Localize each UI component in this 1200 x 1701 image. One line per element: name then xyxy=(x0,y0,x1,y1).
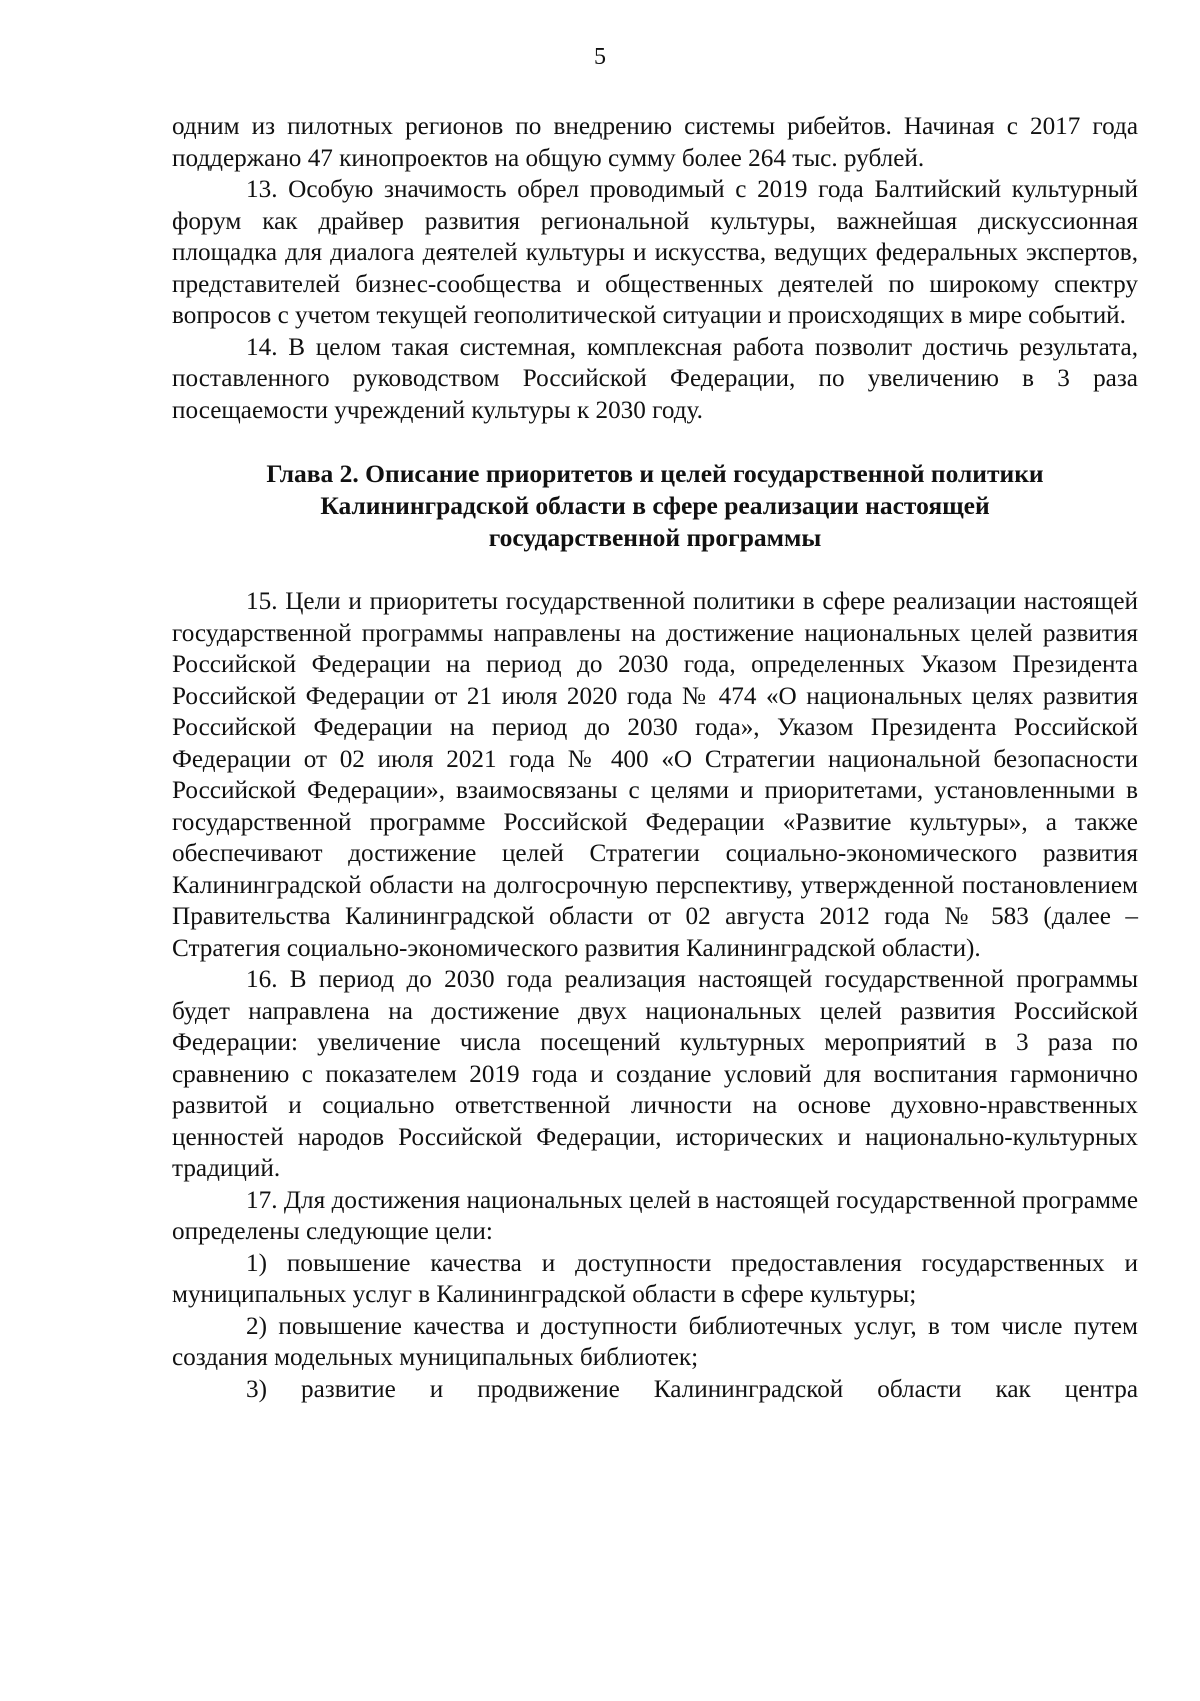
chapter-heading xyxy=(172,458,1138,554)
list-item-2: 2) повышение качества и доступности библиотечных услуг, в том числе путем создания модельных муниципальных библиотек; xyxy=(172,1312,1138,1371)
paragraph-13: 13. Особую значимость обрел проводимый с 2019 года Балтийский культурный форум как драйвер развития региональной культуры, важнейшая дискуссионная площадка для диалога деятелей культуры и искусства, ведущих федеральных экспертов, представителей бизнес-сообщества и общественных деятелей по широкому спектру вопросов с учетом текущей геополитической ситуации и происходящих в мире событий. xyxy=(172,176,1138,329)
page-number: 5 xyxy=(594,44,606,70)
document-body xyxy=(172,111,1138,1405)
chapter-heading-line-2: Калининградской области в сфере реализации настоящей xyxy=(320,491,990,520)
paragraph-15: 15. Цели и приоритеты государственной политики в сфере реализации настоящей государственной программы направлены на достижение национальных целей развития Российской Федерации на период до 2030 года, определенных Указом Президента Российской Федерации от 21 июля 2020 года № 474 «О национальных целях развития Российской Федерации на период до 2030 года», Указом Президента Российской Федерации от 02 июля 2021 года № 400 «О Стратегии национальной безопасности Российской Федерации», взаимосвязаны с целями и приоритетами, установленными в государственной программе Российской Федерации «Развитие культуры», а также обеспечивают достижение целей Стратегии социально-экономического развития Калининградской области на долгосрочную перспективу, утвержденной постановлением Правительства Калининградской области от 02 августа 2012 года № 583 (далее – Стратегия социально-экономического развития Калининградской области). xyxy=(172,588,1138,962)
paragraph-14: 14. В целом такая системная, комплексная работа позволит достичь результата, поставленного руководством Российской Федерации, по увеличению в 3 раза посещаемости учреждений культуры к 2030 году. xyxy=(172,333,1138,424)
list-item-1: 1) повышение качества и доступности предоставления государственных и муниципальных услуг в Калининградской области в сфере культуры; xyxy=(172,1249,1138,1308)
chapter-heading-line-3: государственной программы xyxy=(488,523,822,552)
paragraph-16: 16. В период до 2030 года реализация настоящей государственной программы будет направлена на достижение двух национальных целей развития Российской Федерации: увеличение числа посещений культурных мероприятий в 3 раза по сравнению с показателем 2019 года и создание условий для воспитания гармонично развитой и социально ответственной личности на основе духовно-нравственных ценностей народов Российской Федерации, исторических и национально-культурных традиций. xyxy=(172,966,1138,1182)
chapter-heading-line-1: Глава 2. Описание приоритетов и целей государственной политики xyxy=(266,459,1044,488)
paragraph-17: 17. Для достижения национальных целей в настоящей государственной программе определены следующие цели: xyxy=(172,1186,1138,1245)
list-item-3: 3) развитие и продвижение Калининградской области как центра xyxy=(246,1375,1138,1403)
paragraph-continuation: одним из пилотных регионов по внедрению системы рибейтов. Начиная с 2017 года поддержано 47 кинопроектов на общую сумму более 264 тыс. рублей. xyxy=(172,113,1138,172)
